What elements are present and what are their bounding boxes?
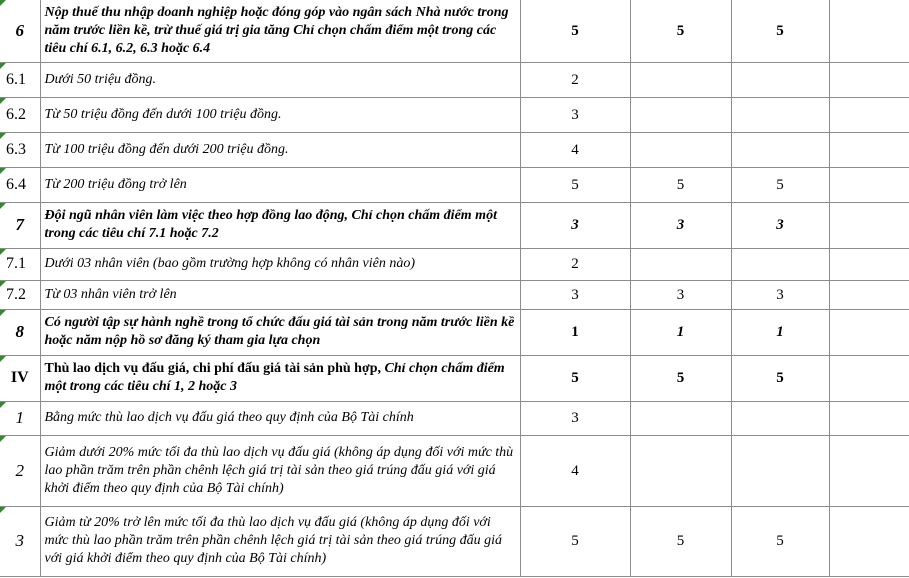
score-cell-2[interactable] (630, 401, 731, 435)
empty-cell[interactable] (829, 309, 909, 355)
empty-cell[interactable] (829, 506, 909, 576)
score-cell-2[interactable]: 5 (630, 0, 731, 62)
row-index: IV (10, 369, 29, 386)
table-row (0, 355, 909, 401)
score-cell-2[interactable]: 5 (630, 506, 731, 576)
score-cell-2[interactable] (630, 62, 731, 97)
row-index-cell[interactable] (0, 248, 40, 280)
row-index: 1 (15, 408, 24, 427)
score-cell-1[interactable]: 3 (520, 280, 630, 309)
score-cell-2[interactable] (630, 248, 731, 280)
table-row (0, 202, 909, 248)
score-cell-2[interactable] (630, 132, 731, 167)
criterion-description[interactable]: Dưới 50 triệu đồng. (40, 62, 520, 97)
criterion-description[interactable]: Từ 50 triệu đồng đến dưới 100 triệu đồng. (40, 97, 520, 132)
score-cell-3[interactable] (731, 62, 829, 97)
score-cell-3[interactable]: 1 (731, 309, 829, 355)
criterion-description[interactable]: Giảm dưới 20% mức tối đa thù lao dịch vụ đấu giá (không áp dụng đối với mức thù lao phần trăm trên phần chênh lệch giá trị tài sản theo giá trúng đấu giá với giá khởi điểm theo quy định của Bộ Tài chính) (40, 435, 520, 506)
score-cell-2[interactable]: 3 (630, 202, 731, 248)
table-row (0, 132, 909, 167)
comment-marker-icon (0, 310, 6, 316)
score-cell-1[interactable]: 5 (520, 506, 630, 576)
empty-cell[interactable] (829, 167, 909, 202)
score-cell-2[interactable]: 5 (630, 167, 731, 202)
row-index-cell[interactable] (0, 132, 40, 167)
criterion-description[interactable]: Nộp thuế thu nhập doanh nghiệp hoặc đóng góp vào ngân sách Nhà nước trong năm trước liền kề, trừ thuế giá trị gia tăng Chỉ chọn chấm điểm một trong các tiêu chí 6.1, 6.2, 6.3 hoặc 6.4 (40, 0, 520, 62)
score-cell-1[interactable]: 5 (520, 167, 630, 202)
score-cell-3[interactable] (731, 401, 829, 435)
score-cell-1[interactable]: 2 (520, 248, 630, 280)
score-cell-1[interactable]: 3 (520, 97, 630, 132)
score-cell-3[interactable]: 5 (731, 0, 829, 62)
row-index-cell[interactable] (0, 355, 40, 401)
row-index: 7.1 (6, 255, 26, 272)
empty-cell[interactable] (829, 97, 909, 132)
table-row (0, 167, 909, 202)
comment-marker-icon (0, 436, 6, 442)
comment-marker-icon (0, 281, 6, 287)
row-index-cell[interactable] (0, 309, 40, 355)
criterion-description[interactable]: Từ 03 nhân viên trở lên (40, 280, 520, 309)
comment-marker-icon (0, 203, 6, 209)
score-cell-1[interactable]: 3 (520, 202, 630, 248)
score-cell-3[interactable]: 3 (731, 202, 829, 248)
comment-marker-icon (0, 356, 6, 362)
criterion-description[interactable]: Từ 100 triệu đồng đến dưới 200 triệu đồng. (40, 132, 520, 167)
table-row (0, 435, 909, 506)
score-cell-1[interactable]: 2 (520, 62, 630, 97)
comment-marker-icon (0, 402, 6, 408)
comment-marker-icon (0, 63, 6, 69)
row-index: 2 (15, 460, 24, 480)
empty-cell[interactable] (829, 62, 909, 97)
empty-cell[interactable] (829, 435, 909, 506)
score-cell-3[interactable] (731, 248, 829, 280)
criterion-description[interactable]: Từ 200 triệu đồng trở lên (40, 167, 520, 202)
row-index-cell[interactable] (0, 435, 40, 506)
empty-cell[interactable] (829, 401, 909, 435)
score-cell-2[interactable]: 3 (630, 280, 731, 309)
empty-cell[interactable] (829, 132, 909, 167)
comment-marker-icon (0, 98, 6, 104)
row-index: 6.3 (6, 140, 26, 158)
row-index-cell[interactable] (0, 280, 40, 309)
score-cell-3[interactable] (731, 97, 829, 132)
comment-marker-icon (0, 507, 6, 513)
criterion-description[interactable]: Dưới 03 nhân viên (bao gồm trường hợp không có nhân viên nào) (40, 248, 520, 280)
score-cell-2[interactable] (630, 435, 731, 506)
table-row (0, 248, 909, 280)
score-cell-1[interactable]: 3 (520, 401, 630, 435)
table-row (0, 309, 909, 355)
score-cell-2[interactable] (630, 97, 731, 132)
score-cell-1[interactable]: 4 (520, 435, 630, 506)
table-row (0, 97, 909, 132)
row-index: 6.4 (6, 175, 26, 193)
row-index-cell[interactable] (0, 401, 40, 435)
comment-marker-icon (0, 133, 6, 139)
score-cell-3[interactable] (731, 132, 829, 167)
empty-cell[interactable] (829, 355, 909, 401)
score-cell-3[interactable]: 5 (731, 355, 829, 401)
table-row (0, 280, 909, 309)
criterion-description[interactable]: Giảm từ 20% trở lên mức tối đa thù lao dịch vụ đấu giá (không áp dụng đối với mức thù lao phần trăm trên phần chênh lệch giá trị tài sản theo giá trúng đấu giá với giá khởi điểm theo quy định của Bộ Tài chính) (40, 506, 520, 576)
row-index-cell[interactable] (0, 506, 40, 576)
comment-marker-icon (0, 249, 6, 255)
score-cell-2[interactable]: 5 (630, 355, 731, 401)
row-index-cell[interactable] (0, 202, 40, 248)
table-row (0, 401, 909, 435)
score-cell-3[interactable]: 3 (731, 280, 829, 309)
row-index-cell[interactable] (0, 62, 40, 97)
score-cell-3[interactable] (731, 435, 829, 506)
row-index: 8 (15, 322, 24, 341)
empty-cell[interactable] (829, 248, 909, 280)
row-index-cell[interactable] (0, 0, 40, 62)
score-cell-1[interactable]: 5 (520, 0, 630, 62)
section-instruction: Chỉ chọn chấm điểm một trong các tiêu chí 1, 2 hoặc 3 (44, 361, 505, 394)
criterion-description[interactable]: Bằng mức thù lao dịch vụ đấu giá theo quy định của Bộ Tài chính (40, 401, 520, 435)
score-cell-2[interactable]: 1 (630, 309, 731, 355)
score-cell-1[interactable]: 4 (520, 132, 630, 167)
row-index: 6.2 (6, 105, 26, 123)
row-index: 7.2 (6, 285, 26, 303)
section-title: Thù lao dịch vụ đấu giá, chi phí đấu giá tài sản phù hợp, (44, 361, 385, 376)
score-cell-3[interactable]: 5 (731, 167, 829, 202)
table-row (0, 506, 909, 576)
score-cell-1[interactable]: 1 (520, 309, 630, 355)
row-index: 6 (15, 20, 24, 40)
table-row (0, 0, 909, 62)
row-index: 3 (15, 531, 24, 550)
comment-marker-icon (0, 168, 6, 174)
empty-cell[interactable] (829, 202, 909, 248)
comment-marker-icon (0, 0, 6, 6)
empty-cell[interactable] (829, 0, 909, 62)
criterion-description[interactable] (40, 355, 520, 401)
row-index: 7 (15, 215, 24, 234)
score-cell-1[interactable]: 5 (520, 355, 630, 401)
row-index-cell[interactable] (0, 167, 40, 202)
row-index-cell[interactable] (0, 97, 40, 132)
criterion-description[interactable]: Đội ngũ nhân viên làm việc theo hợp đồng lao động, Chỉ chọn chấm điểm một trong các tiêu chí 7.1 hoặc 7.2 (40, 202, 520, 248)
empty-cell[interactable] (829, 280, 909, 309)
row-index: 6.1 (6, 70, 26, 88)
score-cell-3[interactable]: 5 (731, 506, 829, 576)
criterion-description[interactable]: Có người tập sự hành nghề trong tổ chức đấu giá tài sản trong năm trước liền kề hoặc năm nộp hồ sơ đăng ký tham gia lựa chọn (40, 309, 520, 355)
table-row (0, 62, 909, 97)
